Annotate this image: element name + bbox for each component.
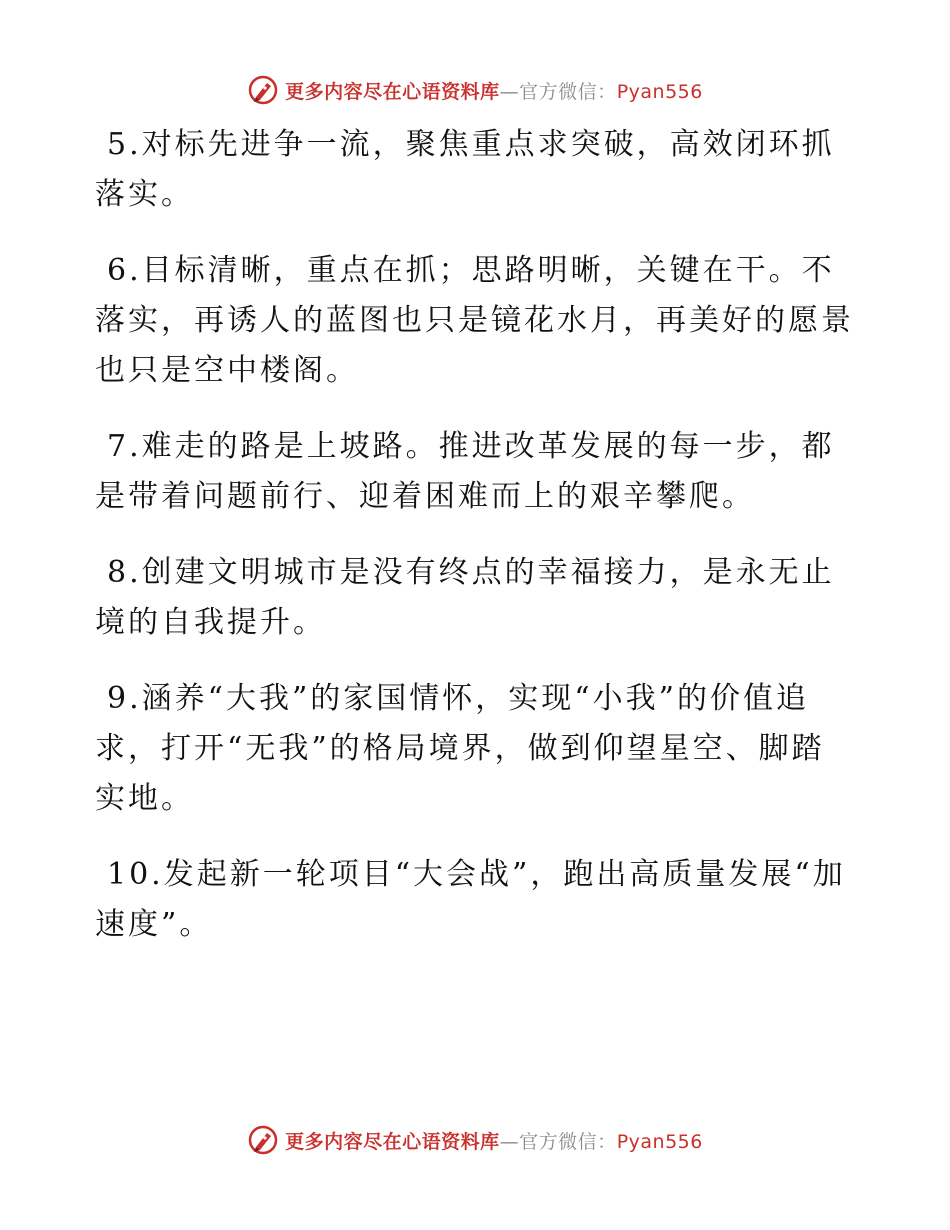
- watermark-handle: Pyan556: [616, 80, 703, 103]
- paragraph-10: 10.发起新一轮项目“大会战”，跑出高质量发展“加速度”。: [95, 857, 846, 942]
- watermark-text: [285, 77, 703, 104]
- watermark-handle: Pyan556: [616, 1130, 703, 1153]
- footer-watermark: [0, 1120, 950, 1160]
- watermark-sep: —: [499, 1130, 520, 1153]
- pen-nib-icon: [247, 74, 279, 106]
- document-body: [95, 120, 855, 976]
- pen-nib-icon: [247, 1124, 279, 1156]
- paragraph-8: 8.创建文明城市是没有终点的幸福接力，是永无止境的自我提升。: [95, 555, 835, 640]
- paragraph-9: 9.涵养“大我”的家国情怀，实现“小我”的价值追求，打开“无我”的格局境界，做到仰望星空、脚踏实地。: [95, 681, 825, 816]
- watermark-main: 更多内容尽在心语资料库: [285, 1130, 500, 1153]
- paragraph-5: 5.对标先进争一流，聚焦重点求突破，高效闭环抓落实。: [95, 127, 835, 212]
- header-watermark: [0, 70, 950, 110]
- watermark-main: 更多内容尽在心语资料库: [285, 80, 500, 103]
- watermark-wechat-label: 官方微信：: [519, 1130, 617, 1153]
- watermark-text: [285, 1127, 703, 1154]
- paragraph-6: 6.目标清晰，重点在抓；思路明晰，关键在干。不落实，再诱人的蓝图也只是镜花水月，再美好的愿景也只是空中楼阁。: [95, 253, 854, 388]
- paragraph-7: 7.难走的路是上坡路。推进改革发展的每一步，都是带着问题前行、迎着困难而上的艰辛攀爬。: [95, 429, 835, 514]
- watermark-sep: —: [499, 80, 520, 103]
- watermark-wechat-label: 官方微信：: [519, 80, 617, 103]
